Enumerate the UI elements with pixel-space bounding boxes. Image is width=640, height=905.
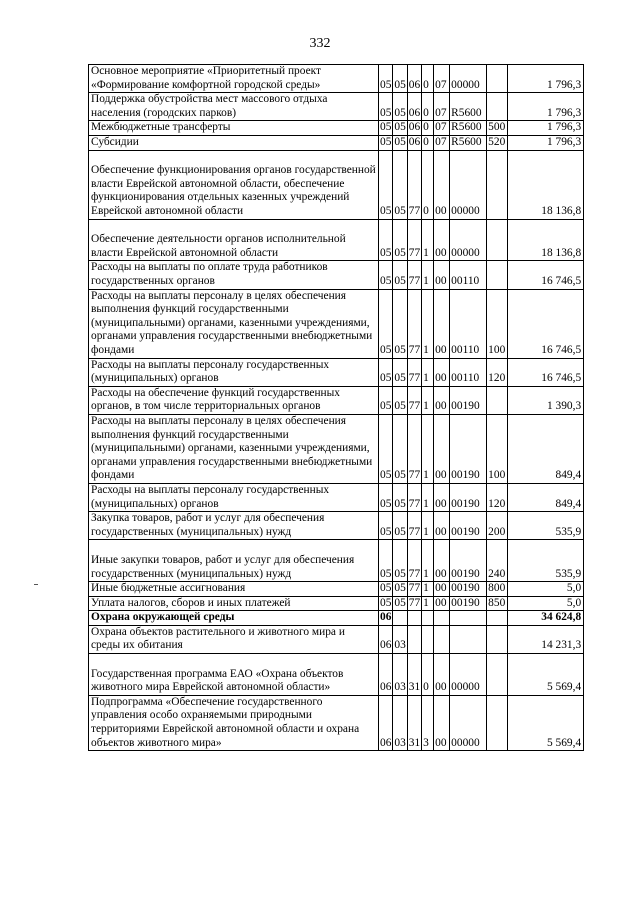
table-row [89,625,584,653]
event-code: 00 [434,150,450,219]
subsection-code: 05 [393,582,407,597]
direction-code: 00000 [450,65,487,93]
event-code: 00 [434,358,450,386]
table-row [89,121,584,136]
program-code: 77 [407,483,421,511]
subsection-code: 03 [393,695,407,750]
expense-type-code [487,65,508,93]
subprogram-code: 1 [422,219,434,261]
amount: 535,9 [508,540,584,582]
program-code: 06 [407,93,421,121]
direction-code: 00190 [450,582,487,597]
expense-type-code [487,625,508,653]
subsection-code: 03 [393,625,407,653]
row-name: Расходы на обеспечение функций государственных органов, в том числе территориальных органов [89,386,379,414]
direction-code: 00110 [450,358,487,386]
table-row [89,582,584,597]
event-code: 00 [434,261,450,289]
amount: 16 746,5 [508,289,584,358]
subprogram-code: 1 [422,512,434,540]
section-code: 05 [379,386,393,414]
expense-type-code [487,261,508,289]
section-code: 05 [379,121,393,136]
table-row [89,219,584,261]
row-name: Расходы на выплаты персоналу государственных (муниципальных) органов [89,358,379,386]
subsection-code: 05 [393,596,407,611]
program-code [407,625,421,653]
program-code: 77 [407,358,421,386]
expense-type-code [487,219,508,261]
event-code: 00 [434,289,450,358]
event-code: 00 [434,695,450,750]
subsection-code: 05 [393,386,407,414]
section-code: 05 [379,219,393,261]
section-code: 05 [379,93,393,121]
event-code: 00 [434,596,450,611]
section-code: 06 [379,695,393,750]
table-row [89,540,584,582]
subsection-code: 05 [393,483,407,511]
expense-type-code [487,93,508,121]
subsection-code: 05 [393,93,407,121]
program-code: 77 [407,289,421,358]
program-code: 77 [407,386,421,414]
subsection-code: 05 [393,540,407,582]
expense-type-code: 100 [487,414,508,483]
direction-code: 00000 [450,219,487,261]
amount: 849,4 [508,414,584,483]
subprogram-code: 0 [422,121,434,136]
program-code: 77 [407,219,421,261]
program-code: 77 [407,540,421,582]
table-row [89,135,584,150]
event-code: 00 [434,219,450,261]
subprogram-code: 1 [422,582,434,597]
event-code: 00 [434,582,450,597]
subprogram-code: 0 [422,65,434,93]
amount: 16 746,5 [508,358,584,386]
direction-code: 00110 [450,289,487,358]
row-name: Поддержка обустройства мест массового отдыха населения (городских парков) [89,93,379,121]
table-row [89,261,584,289]
subprogram-code: 1 [422,483,434,511]
section-code: 05 [379,596,393,611]
subprogram-code: 0 [422,135,434,150]
program-code: 06 [407,135,421,150]
direction-code: R5600 [450,135,487,150]
subprogram-code: 1 [422,540,434,582]
program-code: 06 [407,121,421,136]
program-code [407,611,421,626]
section-code: 05 [379,414,393,483]
subprogram-code: 1 [422,386,434,414]
subsection-code: 05 [393,261,407,289]
direction-code: 00190 [450,414,487,483]
subsection-code: 05 [393,121,407,136]
expense-type-code: 800 [487,582,508,597]
amount: 849,4 [508,483,584,511]
table-row [89,512,584,540]
program-code: 77 [407,414,421,483]
row-name: Иные бюджетные ассигнования [89,582,379,597]
row-name: Обеспечение функционирования органов государственной власти Еврейской автономной области, обеспечение функционирования отдельных казенных учреждений Еврейской автономной области [89,150,379,219]
row-name: Обеспечение деятельности органов исполнительной власти Еврейской автономной области [89,219,379,261]
expense-type-code [487,611,508,626]
direction-code: 00190 [450,386,487,414]
table-row [89,93,584,121]
budget-table [88,64,584,751]
row-name: Расходы на выплаты персоналу государственных (муниципальных) органов [89,483,379,511]
program-code: 77 [407,150,421,219]
subsection-code [393,611,407,626]
expense-type-code [487,654,508,696]
direction-code: R5600 [450,93,487,121]
row-name: Охрана объектов растительного и животного мира и среды их обитания [89,625,379,653]
direction-code: 00190 [450,596,487,611]
row-name: Межбюджетные трансферты [89,121,379,136]
program-code: 06 [407,65,421,93]
subprogram-code: 1 [422,261,434,289]
table-row [89,414,584,483]
program-code: 31 [407,654,421,696]
page-number: 332 [309,36,331,51]
subsection-code: 03 [393,654,407,696]
amount: 1 796,3 [508,121,584,136]
subprogram-code [422,625,434,653]
row-name: Охрана окружающей среды [89,611,379,626]
direction-code: 00190 [450,540,487,582]
event-code: 07 [434,65,450,93]
amount: 1 796,3 [508,93,584,121]
event-code: 07 [434,121,450,136]
direction-code: 00000 [450,654,487,696]
subprogram-code: 1 [422,289,434,358]
program-code: 77 [407,596,421,611]
expense-type-code [487,150,508,219]
direction-code: 00000 [450,695,487,750]
table-row [89,358,584,386]
row-name: Расходы на выплаты персоналу в целях обеспечения выполнения функций государственными (муниципальными) органами, казенными учреждениями, органами управления государственными внебюджетными фондами [89,414,379,483]
subprogram-code: 1 [422,414,434,483]
amount: 1 796,3 [508,65,584,93]
program-code: 77 [407,512,421,540]
section-code: 05 [379,582,393,597]
row-name: Расходы на выплаты по оплате труда работников государственных органов [89,261,379,289]
event-code: 00 [434,386,450,414]
row-name: Основное мероприятие «Приоритетный проект «Формирование комфортной городской среды» [89,65,379,93]
amount: 5,0 [508,596,584,611]
subprogram-code: 0 [422,93,434,121]
row-name: Государственная программа ЕАО «Охрана объектов животного мира Еврейской автономной области» [89,654,379,696]
subprogram-code: 3 [422,695,434,750]
direction-code: 00000 [450,150,487,219]
expense-type-code [487,386,508,414]
table-row [89,150,584,219]
amount: 18 136,8 [508,219,584,261]
event-code: 00 [434,414,450,483]
event-code: 00 [434,483,450,511]
amount: 1 390,3 [508,386,584,414]
section-code: 05 [379,512,393,540]
amount: 34 624,8 [508,611,584,626]
section-code: 05 [379,65,393,93]
event-code [434,611,450,626]
table-row [89,483,584,511]
expense-type-code: 500 [487,121,508,136]
direction-code: 00190 [450,512,487,540]
subsection-code: 05 [393,219,407,261]
section-code: 05 [379,358,393,386]
direction-code [450,611,487,626]
table-row [89,289,584,358]
table-row [89,654,584,696]
subprogram-code: 0 [422,654,434,696]
direction-code: R5600 [450,121,487,136]
expense-type-code [487,695,508,750]
subprogram-code [422,611,434,626]
direction-code [450,625,487,653]
subprogram-code: 1 [422,358,434,386]
subsection-code: 05 [393,65,407,93]
expense-type-code: 100 [487,289,508,358]
budget-table-body [89,65,584,751]
row-name: Подпрограмма «Обеспечение государственного управления особо охраняемыми природными территориями Еврейской автономной области и охрана объектов животного мира» [89,695,379,750]
subsection-code: 05 [393,289,407,358]
subsection-code: 05 [393,135,407,150]
table-row [89,386,584,414]
expense-type-code: 850 [487,596,508,611]
program-code: 77 [407,582,421,597]
table-row [89,611,584,626]
row-name: Закупка товаров, работ и услуг для обеспечения государственных (муниципальных) нужд [89,512,379,540]
section-code: 05 [379,289,393,358]
section-code: 05 [379,261,393,289]
amount: 5 569,4 [508,654,584,696]
event-code: 00 [434,654,450,696]
table-row [89,596,584,611]
event-code: 07 [434,93,450,121]
amount: 16 746,5 [508,261,584,289]
event-code: 07 [434,135,450,150]
subprogram-code: 0 [422,150,434,219]
expense-type-code: 120 [487,358,508,386]
program-code: 31 [407,695,421,750]
amount: 5 569,4 [508,695,584,750]
amount: 1 796,3 [508,135,584,150]
section-code: 05 [379,483,393,511]
amount: 535,9 [508,512,584,540]
subprogram-code: 1 [422,596,434,611]
section-code: 05 [379,540,393,582]
table-row [89,65,584,93]
subsection-code: 05 [393,358,407,386]
amount: 5,0 [508,582,584,597]
event-code: 00 [434,512,450,540]
table-row [89,695,584,750]
expense-type-code: 120 [487,483,508,511]
expense-type-code: 200 [487,512,508,540]
event-code: 00 [434,540,450,582]
row-name: Субсидии [89,135,379,150]
section-code: 06 [379,625,393,653]
section-code: 06 [379,654,393,696]
amount: 14 231,3 [508,625,584,653]
subsection-code: 05 [393,150,407,219]
event-code [434,625,450,653]
section-code: 05 [379,135,393,150]
scan-mark [34,584,38,585]
section-code: 05 [379,150,393,219]
section-code: 06 [379,611,393,626]
expense-type-code: 240 [487,540,508,582]
direction-code: 00110 [450,261,487,289]
direction-code: 00190 [450,483,487,511]
row-name: Уплата налогов, сборов и иных платежей [89,596,379,611]
row-name: Иные закупки товаров, работ и услуг для обеспечения государственных (муниципальных) нужд [89,540,379,582]
program-code: 77 [407,261,421,289]
subsection-code: 05 [393,414,407,483]
row-name: Расходы на выплаты персоналу в целях обеспечения выполнения функций государственными (муниципальными) органами, казенными учреждениями, органами управления государственными внебюджетными фондами [89,289,379,358]
subsection-code: 05 [393,512,407,540]
amount: 18 136,8 [508,150,584,219]
expense-type-code: 520 [487,135,508,150]
